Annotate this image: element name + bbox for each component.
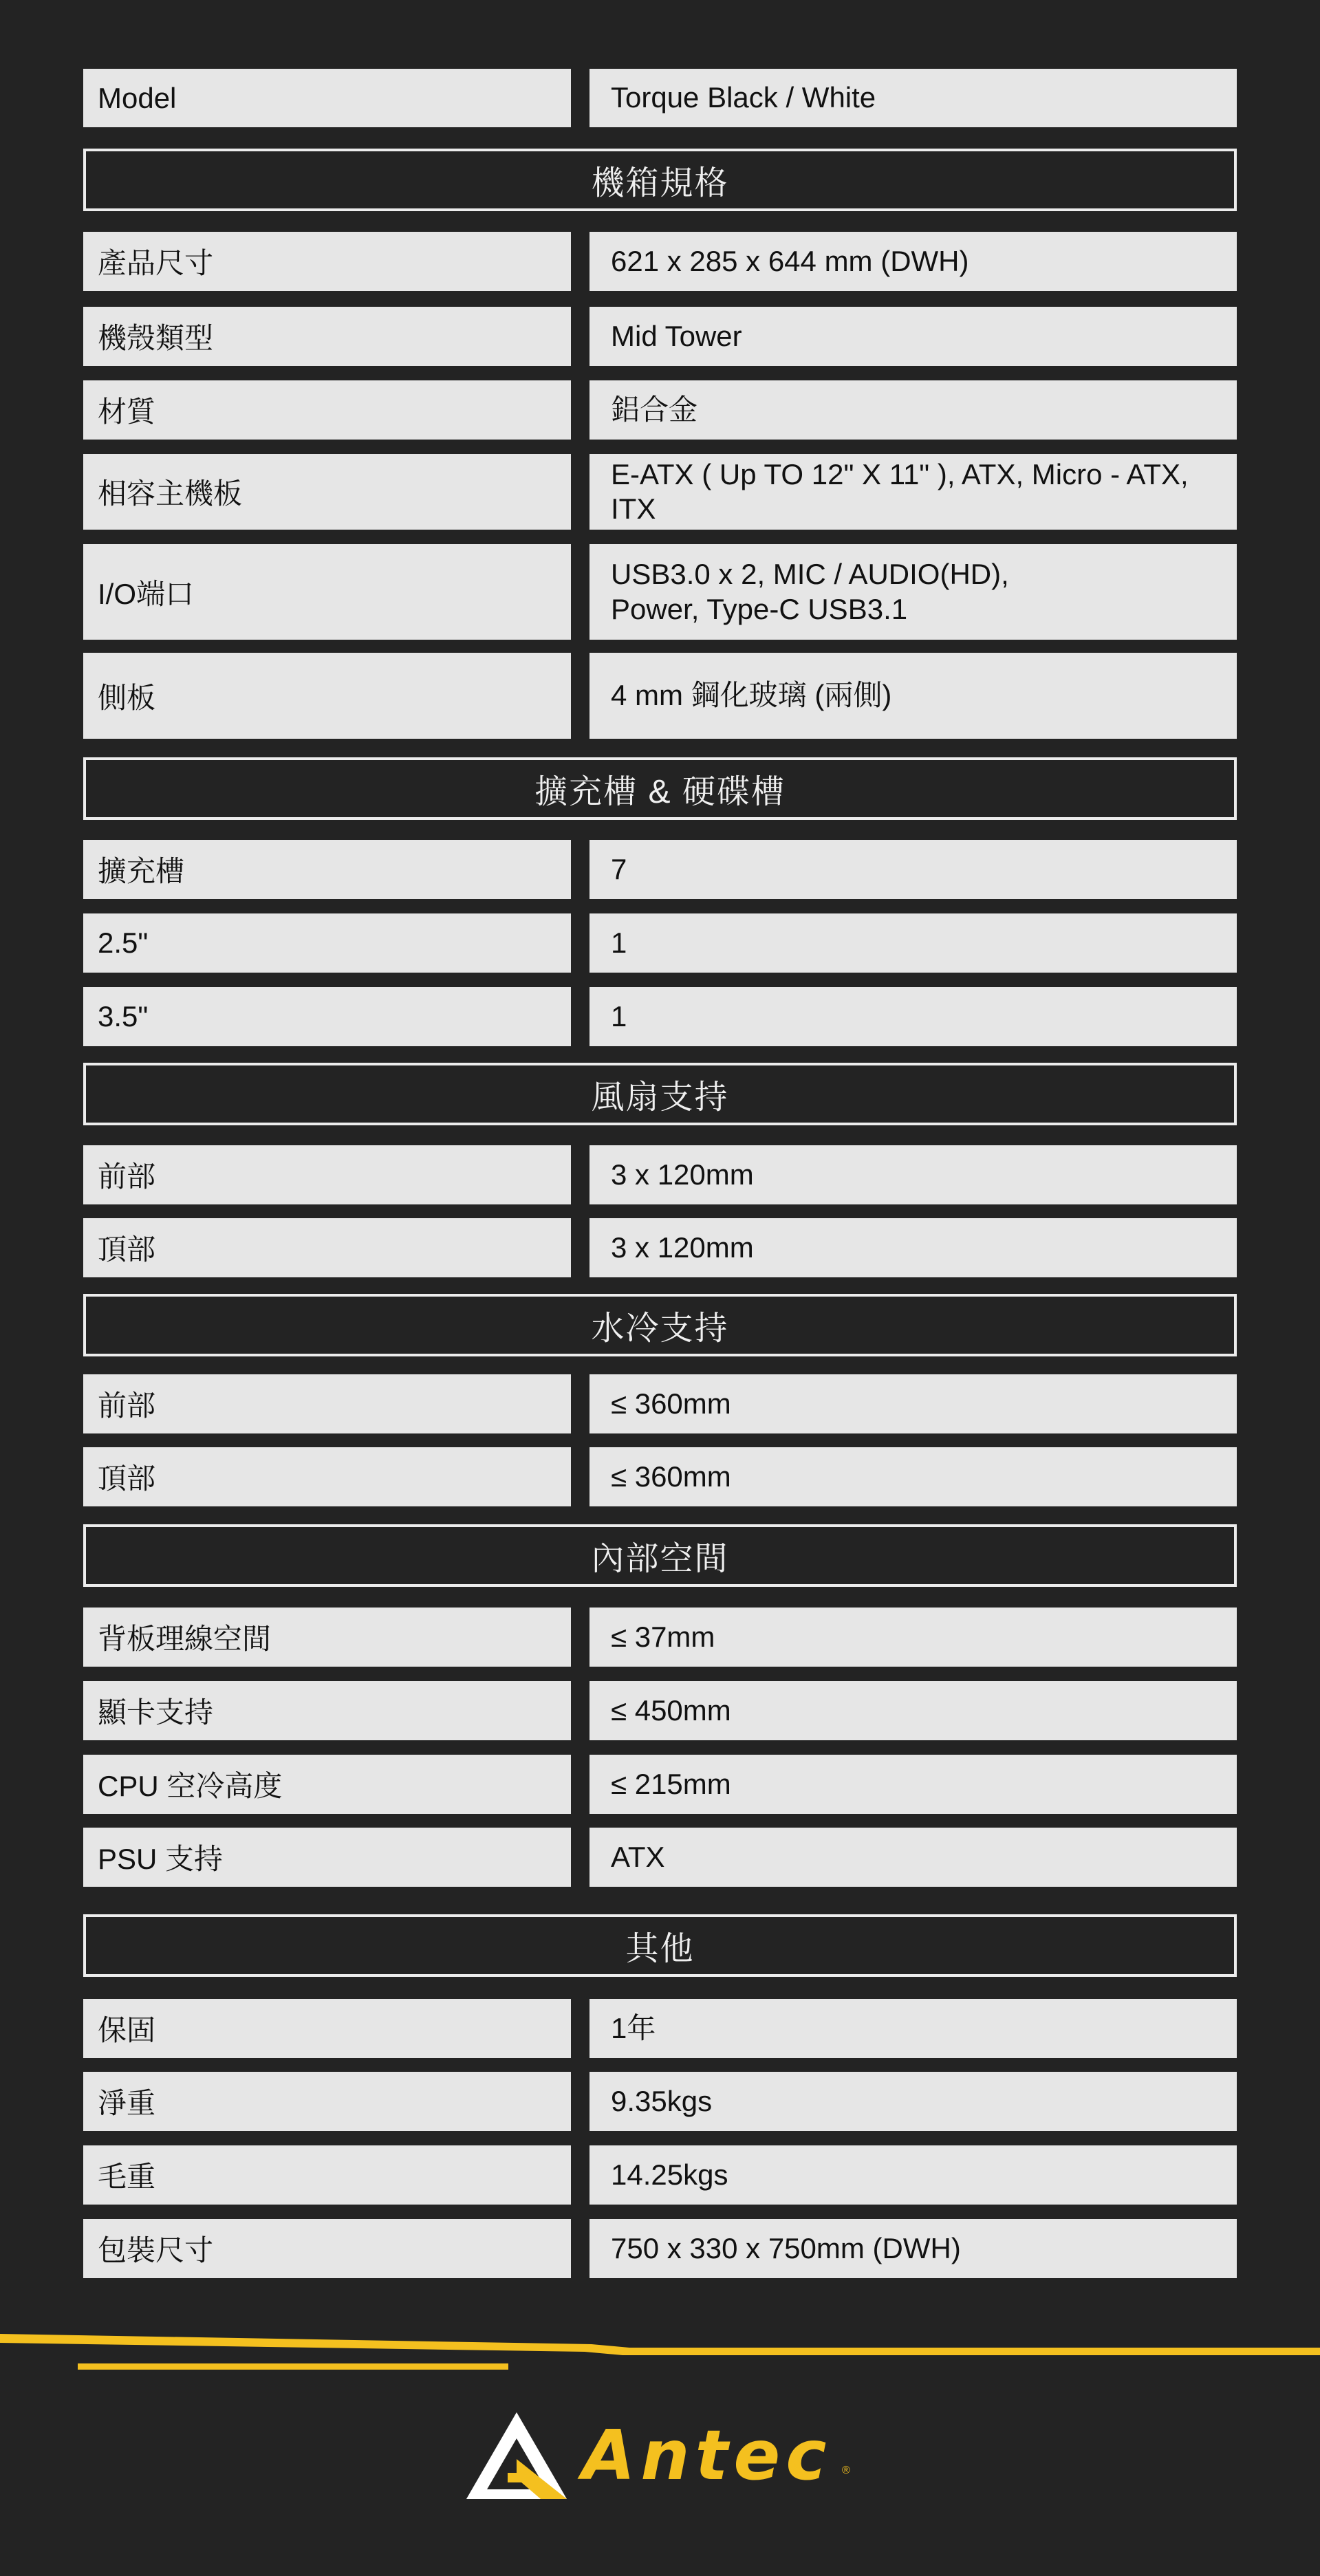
spec-row (0, 987, 1320, 1046)
spec-value-cell (589, 380, 1237, 440)
spec-row (0, 544, 1320, 640)
registered-mark: ® (842, 2465, 850, 2476)
section-header: 其他 (83, 1914, 1237, 1977)
spec-value: 1 (611, 926, 627, 959)
spec-value: Mid Tower (611, 319, 742, 352)
spec-value-cell (589, 232, 1237, 291)
spec-value: ≤ 360mm (611, 1387, 731, 1420)
section-header: 機箱規格 (83, 149, 1237, 211)
spec-label: 前部 (83, 1374, 571, 1433)
spec-row (0, 307, 1320, 366)
spec-value: 1年 (611, 2011, 656, 2044)
spec-value: 1 (611, 999, 627, 1032)
spec-label: 頂部 (83, 1447, 571, 1506)
spec-value-cell (589, 544, 1237, 640)
spec-value: 鋁合金 (611, 393, 698, 426)
spec-label: 毛重 (83, 2145, 571, 2205)
spec-row (0, 1374, 1320, 1433)
spec-row (0, 840, 1320, 899)
spec-value: 7 (611, 852, 627, 885)
spec-label: I/O端口 (83, 544, 571, 640)
spec-row (0, 1828, 1320, 1887)
spec-value-cell (589, 1755, 1237, 1814)
spec-row (0, 2219, 1320, 2278)
spec-row (0, 2145, 1320, 2205)
spec-value: ≤ 37mm (611, 1620, 715, 1653)
spec-value-cell (589, 2145, 1237, 2205)
spec-label: PSU 支持 (83, 1828, 571, 1887)
spec-value: ≤ 450mm (611, 1693, 731, 1727)
spec-value-cell (589, 653, 1237, 739)
spec-label: 側板 (83, 653, 571, 739)
section-header: 擴充槽 & 硬碟槽 (83, 757, 1237, 820)
spec-label: 包裝尺寸 (83, 2219, 571, 2278)
spec-label: CPU 空冷高度 (83, 1755, 571, 1814)
spec-label: 3.5" (83, 987, 571, 1046)
spec-value-cell (589, 1447, 1237, 1506)
spec-value: USB3.0 x 2, MIC / AUDIO(HD), Power, Type-C USB3.1 (611, 558, 1009, 625)
spec-value: 3 x 120mm (611, 1231, 754, 1264)
spec-label: 相容主機板 (83, 454, 571, 530)
spec-value: 750 x 330 x 750mm (DWH) (611, 2231, 961, 2264)
spec-label: 保固 (83, 1999, 571, 2058)
spec-row (0, 69, 1320, 127)
spec-value: ≤ 360mm (611, 1460, 731, 1493)
spec-row (0, 1681, 1320, 1740)
spec-value: 3 x 120mm (611, 1158, 754, 1191)
spec-label: 2.5" (83, 913, 571, 973)
spec-label: 顯卡支持 (83, 1681, 571, 1740)
antec-triangle-logo-icon (465, 2411, 568, 2500)
spec-label: 前部 (83, 1145, 571, 1204)
spec-row (0, 232, 1320, 291)
spec-value-cell (589, 307, 1237, 366)
spec-row (0, 1999, 1320, 2058)
spec-label: 淨重 (83, 2072, 571, 2131)
spec-label: 背板理線空間 (83, 1608, 571, 1667)
spec-value-cell (589, 1999, 1237, 2058)
spec-value-cell (589, 454, 1237, 530)
spec-value: 621 x 285 x 644 mm (DWH) (611, 244, 969, 277)
spec-row (0, 913, 1320, 973)
spec-row (0, 2072, 1320, 2131)
spec-row (0, 1447, 1320, 1506)
spec-label: 機殼類型 (83, 307, 571, 366)
spec-value: 4 mm 鋼化玻璃 (兩側) (611, 679, 892, 712)
spec-value-cell (589, 1218, 1237, 1277)
spec-value-cell (589, 1828, 1237, 1887)
spec-value-cell (589, 69, 1237, 127)
spec-value-cell (589, 2072, 1237, 2131)
spec-row (0, 1145, 1320, 1204)
spec-row (0, 1608, 1320, 1667)
spec-row (0, 380, 1320, 440)
spec-value: E-ATX ( Up TO 12" X 11" ), ATX, Micro - ATX, ITX (611, 457, 1189, 525)
spec-value: ATX (611, 1840, 665, 1873)
spec-value-cell (589, 987, 1237, 1046)
spec-label: 擴充槽 (83, 840, 571, 899)
spec-label: 頂部 (83, 1218, 571, 1277)
spec-value-cell (589, 840, 1237, 899)
section-header: 水冷支持 (83, 1294, 1237, 1356)
spec-value: ≤ 215mm (611, 1767, 731, 1800)
spec-row (0, 653, 1320, 739)
spec-value-cell (589, 913, 1237, 973)
spec-value-cell (589, 1608, 1237, 1667)
section-header: 內部空間 (83, 1524, 1237, 1587)
spec-row (0, 1218, 1320, 1277)
spec-value-cell (589, 2219, 1237, 2278)
spec-label: 材質 (83, 380, 571, 440)
spec-value: Torque Black / White (611, 81, 876, 114)
spec-value-cell (589, 1681, 1237, 1740)
section-header: 風扇支持 (83, 1063, 1237, 1125)
spec-value-cell (589, 1374, 1237, 1433)
spec-row (0, 1755, 1320, 1814)
brand-name: Antec (582, 2415, 832, 2496)
spec-label: Model (83, 69, 571, 127)
antec-logo (465, 2411, 850, 2500)
footer (0, 2325, 1320, 2576)
spec-label: 產品尺寸 (83, 232, 571, 291)
spec-value: 14.25kgs (611, 2158, 728, 2191)
spec-value: 9.35kgs (611, 2084, 713, 2117)
spec-value-cell (589, 1145, 1237, 1204)
spec-row (0, 454, 1320, 530)
